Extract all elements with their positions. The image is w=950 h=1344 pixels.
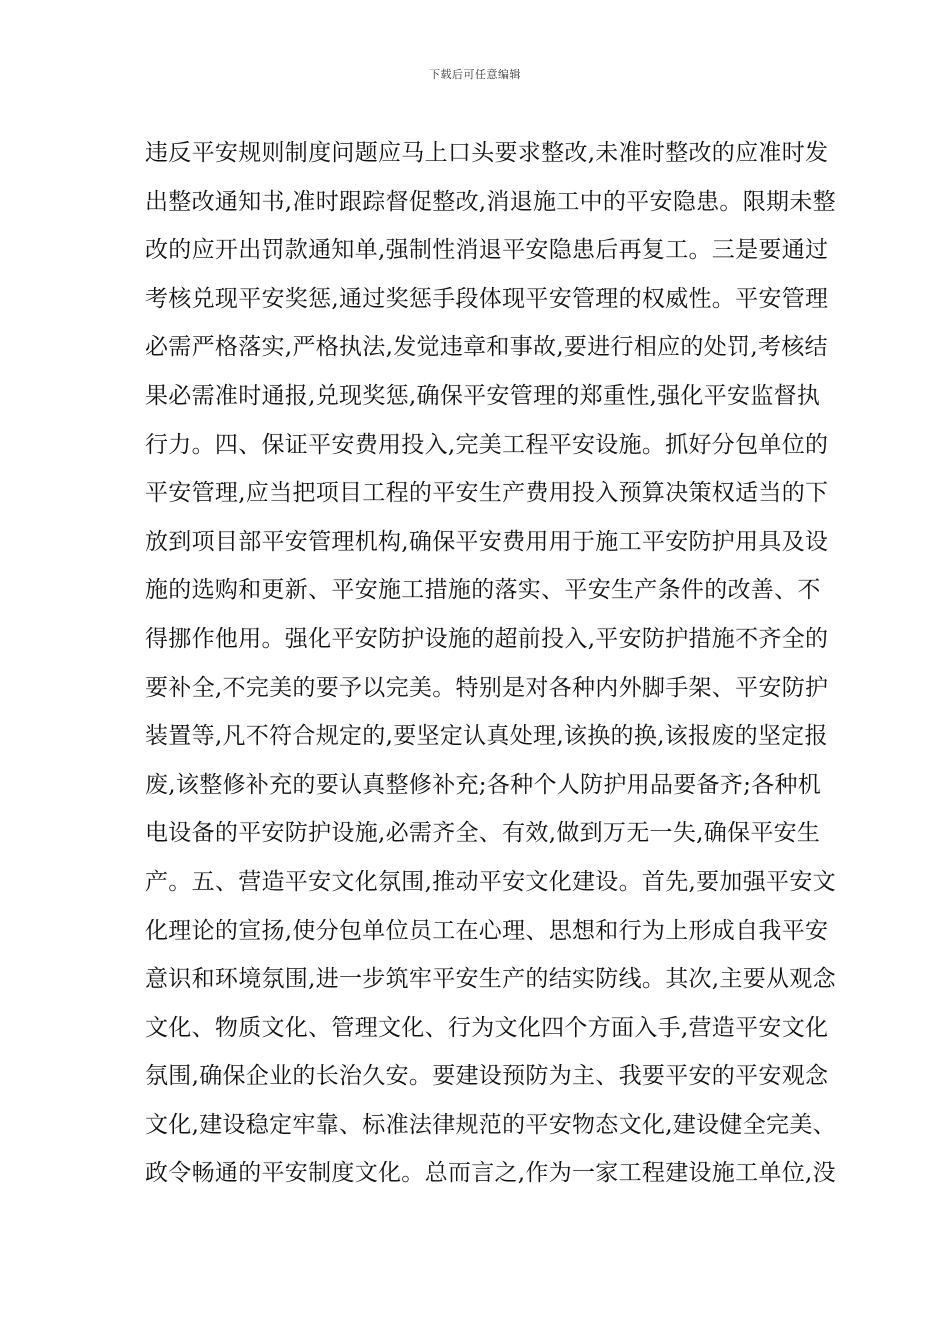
- text-line: 放到项目部平安管理机构,确保平安费用用于施工平安防护用具及设: [145, 528, 829, 555]
- text-line: 文化、物质文化、管理文化、行为文化四个方面入手,营造平安文化: [145, 1014, 829, 1041]
- body-text: [145, 129, 836, 1198]
- text-line: 考核兑现平安奖惩,通过奖惩手段体现平安管理的权威性。平安管理: [145, 285, 829, 312]
- text-line: 意识和环境氛围,进一步筑牢平安生产的结实防线。其次,主要从观念: [145, 966, 836, 993]
- text-line: 政令畅通的平安制度文化。总而言之,作为一家工程建设施工单位,没: [145, 1160, 836, 1187]
- text-line: 化理论的宣扬,使分包单位员工在心理、思想和行为上形成自我平安: [145, 917, 829, 944]
- text-line: 氛围,确保企业的长治久安。要建设预防为主、我要平安的平安观念: [145, 1063, 829, 1090]
- text-line: 行力。四、保证平安费用投入,完美工程平安设施。抓好分包单位的: [145, 431, 829, 458]
- page-header: 下载后可任意编辑: [429, 68, 521, 81]
- text-line: 文化,建设稳定牢靠、标准法律规范的平安物态文化,建设健全完美、: [145, 1111, 836, 1138]
- text-line: 改的应开出罚款通知单,强制性消退平安隐患后再复工。三是要通过: [145, 237, 829, 264]
- text-line: 平安管理,应当把项目工程的平安生产费用投入预算决策权适当的下: [145, 480, 829, 507]
- text-line: 违反平安规则制度问题应马上口头要求整改,未准时整改的应准时发: [145, 140, 829, 166]
- text-line: 产。五、营造平安文化氛围,推动平安文化建设。首先,要加强平安文: [145, 868, 836, 895]
- text-line: 必需严格落实,严格执法,发觉违章和事故,要进行相应的处罚,考核结: [145, 334, 828, 361]
- text-line: 果必需准时通报,兑现奖惩,确保平安管理的郑重性,强化平安监督执: [145, 382, 821, 409]
- text-line: 要补全,不完美的要予以完美。特别是对各种内外脚手架、平安防护: [145, 674, 829, 701]
- text-line: 废,该整修补充的要认真整修补充;各种个人防护用品要备齐;各种机: [145, 771, 822, 798]
- text-line: 得挪作他用。强化平安防护设施的超前投入,平安防护措施不齐全的: [145, 625, 829, 652]
- text-line: 施的选购和更新、平安施工措施的落实、平安生产条件的改善、不: [145, 577, 821, 604]
- text-line: 出整改通知书,准时跟踪督促整改,消退施工中的平安隐患。限期未整: [145, 188, 836, 215]
- text-line: 电设备的平安防护设施,必需齐全、有效,做到万无一失,确保平安生: [145, 820, 821, 847]
- text-line: 装置等,凡不符合规定的,要坚定认真处理,该换的换,该报废的坚定报: [145, 723, 828, 750]
